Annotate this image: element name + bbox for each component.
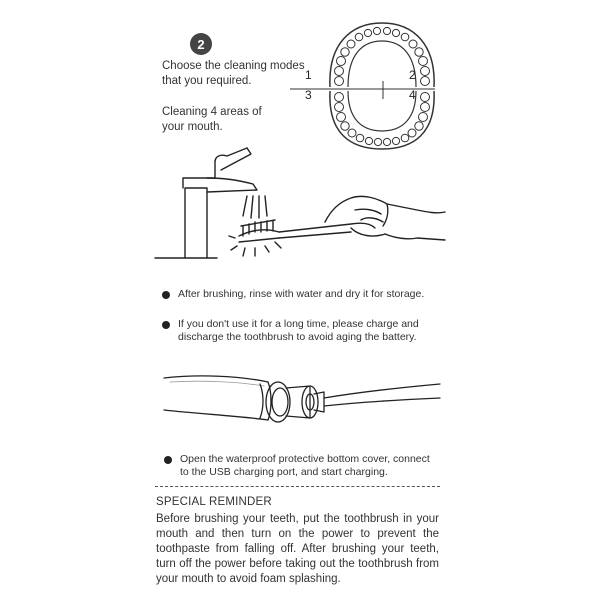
cleaning-areas-text [162, 105, 262, 135]
quadrant-label-1: 1 [305, 68, 312, 82]
step-number-badge: 2 [190, 33, 212, 55]
charging-port-illustration [160, 358, 445, 448]
bullet-dot-icon [164, 456, 172, 464]
cleaning-modes-text [162, 59, 305, 89]
cleaning-areas-line-1: Cleaning 4 areas of [162, 106, 262, 118]
teeth-diagram-icon [290, 15, 440, 155]
instruction-battery [162, 318, 452, 344]
instruction-text [180, 453, 430, 479]
instruction-rinse [162, 288, 452, 301]
reminder-title: SPECIAL REMINDER [156, 496, 272, 508]
bullet-dot-icon [162, 291, 170, 299]
instruction-text [178, 288, 424, 301]
instruction-text [178, 318, 419, 344]
cleaning-areas-line-2: your mouth. [162, 121, 223, 133]
instruction-line: discharge the toothbrush to avoid aging the battery. [178, 331, 417, 343]
instruction-line: After brushing, rinse with water and dry it for storage. [178, 288, 425, 300]
instruction-line: If you don't use it for a long time, please charge and [178, 318, 419, 330]
quadrant-label-4: 4 [409, 88, 416, 102]
cleaning-modes-line-2: that you required. [162, 75, 252, 87]
instruction-charging [164, 453, 449, 479]
reminder-body: Before brushing your teeth, put the toothbrush in your mouth and then turn on the power to prevent the toothpaste from falling off. After brushing your teeth, turn off the power before taking out the toothbrush from your mouth to avoid foam splashing. [156, 513, 439, 585]
faucet-rinse-illustration [155, 140, 445, 270]
instruction-line: to the USB charging port, and start charging. [180, 466, 388, 478]
cleaning-modes-line-1: Choose the cleaning modes [162, 60, 305, 72]
quadrant-label-3: 3 [305, 88, 312, 102]
bullet-dot-icon [162, 321, 170, 329]
instruction-line: Open the waterproof protective bottom cover, connect [180, 453, 430, 465]
section-divider [155, 486, 440, 487]
quadrant-label-2: 2 [409, 68, 416, 82]
